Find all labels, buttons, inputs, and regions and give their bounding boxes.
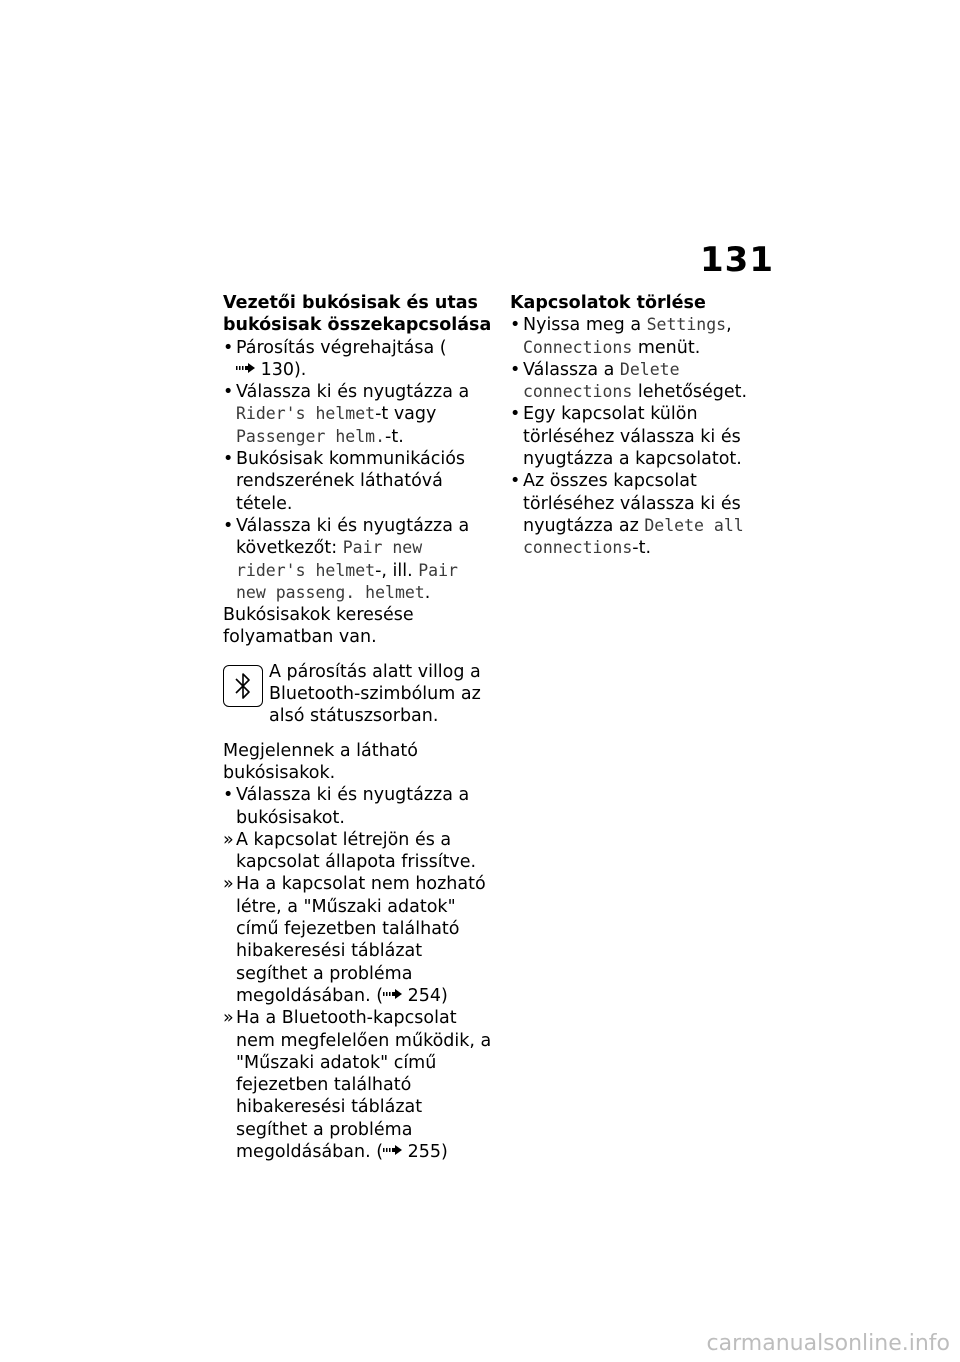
watermark-footer: carmanualsonline.info bbox=[706, 1331, 950, 1356]
paragraph: Megjelennek a látható bukósisakok. bbox=[223, 740, 418, 783]
menu-option-text: Delete all connections bbox=[523, 515, 744, 558]
bullet-marker: • bbox=[223, 337, 234, 358]
menu-option-text: Pair new rider's helmet bbox=[236, 538, 423, 580]
result-marker: » bbox=[223, 874, 234, 895]
bluetooth-icon bbox=[223, 665, 263, 707]
list-item: • Válassza ki és nyugtázza a Rider's helmet-t vagy Passenger helm.-t. bbox=[223, 382, 470, 447]
page-number: 131 bbox=[700, 240, 774, 280]
list-item: • Válassza ki és nyugtázza a következőt: Pair new rider's helmet-, ill. Pair new passeng. helmet. bbox=[223, 515, 470, 603]
section-heading-pairing: Vezetői bukósisak és utas bukósisak összekapcsolása bbox=[223, 293, 492, 336]
result-item: » Ha a Bluetooth-kapcsolat nem megfelelően működik, a "Műszaki adatok" című fejezetben található hibakeresési táblázat segíthet a probléma megoldásában. ( 255) bbox=[223, 1008, 492, 1162]
list-item: • Egy kapcsolat külön törléséhez válassza ki és nyugtázza a kapcsolatot. bbox=[510, 404, 742, 470]
bullet-marker: • bbox=[510, 471, 521, 492]
bullet-marker: • bbox=[223, 382, 234, 403]
bullet-marker: • bbox=[223, 449, 234, 470]
menu-option-text: Delete connections bbox=[523, 359, 680, 402]
page-reference[interactable]: 254 bbox=[383, 986, 441, 1006]
list-item: • Párosítás végrehajtása ( 130). bbox=[223, 337, 447, 380]
bullet-marker: • bbox=[510, 404, 521, 425]
result-item: » Ha a kapcsolat nem hozható létre, a "Műszaki adatok" című fejezetben található hibakeresési táblázat segíthet a probléma megoldásában. ( 254) bbox=[223, 874, 486, 1006]
bullet-marker: • bbox=[223, 515, 234, 536]
ref-arrow-icon bbox=[383, 1145, 402, 1155]
menu-option-text: Pair new passeng. helmet bbox=[236, 560, 458, 602]
menu-option-text: Rider's helmet bbox=[236, 404, 376, 424]
list-item: • Válassza ki és nyugtázza a bukósisakot. bbox=[223, 785, 470, 828]
list-item: • Az összes kapcsolat törléséhez válassza ki és nyugtázza az Delete all connections-t. bbox=[510, 471, 744, 559]
result-marker: » bbox=[223, 1008, 234, 1029]
ref-arrow-icon bbox=[236, 363, 255, 373]
menu-option-text: Settings bbox=[646, 315, 727, 335]
bullet-marker: • bbox=[510, 315, 521, 336]
section-heading-delete: Kapcsolatok törlése bbox=[510, 293, 706, 313]
left-column bbox=[223, 292, 495, 1163]
result-item: » A kapcsolat létrejön és a kapcsolat állapota frissítve. bbox=[223, 829, 477, 873]
result-marker: » bbox=[223, 829, 234, 850]
note-text: A párosítás alatt villog a Bluetooth-szimbólum az alsó státuszsorban. bbox=[269, 661, 481, 727]
right-column bbox=[510, 292, 782, 560]
bluetooth-note bbox=[223, 661, 495, 728]
list-item: • Válassza a Delete connections lehetőséget. bbox=[510, 359, 748, 403]
page-reference[interactable]: 255 bbox=[383, 1142, 441, 1162]
paragraph: Bukósisakok keresése folyamatban van. bbox=[223, 605, 414, 648]
bullet-marker: • bbox=[223, 785, 234, 806]
ref-arrow-icon bbox=[383, 989, 402, 999]
menu-option-text: Connections bbox=[523, 337, 633, 357]
menu-option-text: Passenger helm. bbox=[236, 426, 386, 446]
list-item: • Bukósisak kommunikációs rendszerének láthatóvá tétele. bbox=[223, 449, 466, 514]
page-reference[interactable]: 130 bbox=[236, 360, 294, 380]
bullet-marker: • bbox=[510, 359, 521, 380]
list-item: • Nyissa meg a Settings, Connections menüt. bbox=[510, 315, 732, 358]
